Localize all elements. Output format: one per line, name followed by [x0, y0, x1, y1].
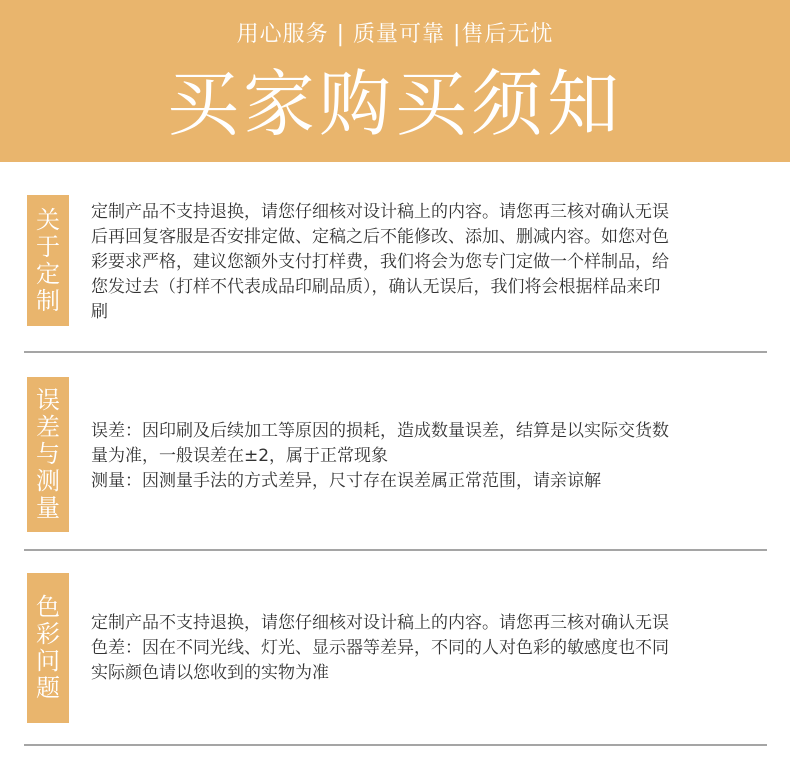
text-line: 定制产品不支持退换，请您仔细核对设计稿上的内容。请您再三核对确认无误 — [91, 613, 669, 633]
tag-char: 制 — [36, 286, 60, 315]
text-line: 实际颜色请以您收到的实物为准 — [91, 663, 329, 683]
text-line: 彩要求严格，建议您额外支付打样费，我们将会为您专门定做一个样制品，给 — [91, 252, 669, 272]
section-body-custom — [91, 200, 757, 325]
tag-char: 于 — [36, 232, 60, 261]
text-line: 后再回复客服是否安排定做、定稿之后不能修改、添加、删减内容。如您对色 — [91, 227, 669, 247]
section-tag-error — [27, 377, 69, 532]
tag-char: 测 — [36, 467, 60, 495]
tag-char: 彩 — [36, 620, 60, 648]
text-line: 测量：因测量手法的方式差异，尺寸存在误差属正常范围，请亲谅解 — [91, 471, 601, 491]
divider — [24, 351, 767, 353]
tagline: 用心服务 | 质量可靠 |售后无忧 — [236, 22, 554, 47]
tag-char: 差 — [36, 413, 60, 441]
header-banner — [0, 0, 790, 162]
text-line: 色差：因在不同光线、灯光、显示器等差异，不同的人对色彩的敏感度也不同 — [91, 638, 669, 658]
section-tag-custom — [27, 195, 69, 326]
tag-char: 与 — [36, 440, 60, 468]
section-tag-color — [27, 573, 69, 723]
tag-char: 误 — [36, 386, 60, 414]
tag-char: 定 — [36, 259, 60, 288]
text-line: 定制产品不支持退换，请您仔细核对设计稿上的内容。请您再三核对确认无误 — [91, 202, 669, 222]
tag-char: 量 — [36, 494, 60, 522]
section-body-color — [91, 611, 757, 686]
text-line: 刷 — [91, 302, 108, 322]
page-title: 买家购买须知 — [166, 62, 623, 146]
text-line: 量为准，一般误差在±2，属于正常现象 — [91, 446, 389, 466]
tag-char: 问 — [36, 647, 60, 675]
section-body-error — [91, 419, 757, 494]
tag-char: 题 — [36, 674, 60, 702]
text-line: 您发过去（打样不代表成品印刷品质），确认无误后，我们将会根据样品来印 — [91, 277, 661, 297]
text-line: 误差：因印刷及后续加工等原因的损耗，造成数量误差，结算是以实际交货数 — [91, 421, 669, 441]
divider — [24, 549, 767, 551]
divider — [24, 744, 767, 746]
tag-char: 色 — [36, 593, 60, 621]
tag-char: 关 — [36, 205, 60, 234]
